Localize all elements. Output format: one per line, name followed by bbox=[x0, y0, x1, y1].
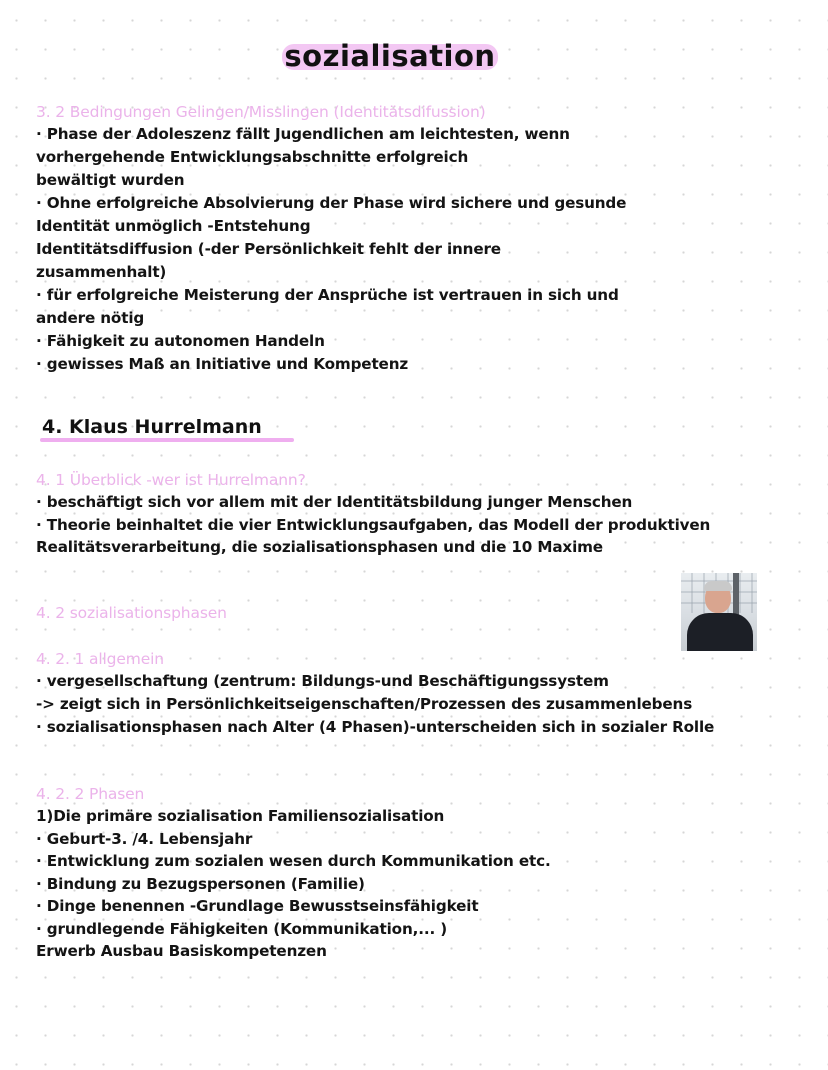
text-line: · sozialisationsphasen nach Alter (4 Phasen)-unterscheiden sich in sozialer Rolle bbox=[36, 718, 715, 736]
heading-underline bbox=[40, 438, 294, 442]
text-line: bewältigt wurden bbox=[36, 171, 185, 189]
photo-person-hair bbox=[704, 581, 732, 591]
text-line: · Geburt-3. /4. Lebensjahr bbox=[36, 830, 253, 848]
text-line: · Entwicklung zum sozialen wesen durch Kommunikation etc. bbox=[36, 852, 551, 870]
page-title: sozialisation bbox=[284, 39, 496, 73]
text-line: · vergesellschaftung (zentrum: Bildungs-und Beschäftigungssystem bbox=[36, 672, 609, 690]
text-line: · Ohne erfolgreiche Absolvierung der Phase wird sichere und gesunde bbox=[36, 194, 627, 212]
text-line: · beschäftigt sich vor allem mit der Identitätsbildung junger Menschen bbox=[36, 493, 633, 511]
text-line: · Dinge benennen -Grundlage Bewusstseinsfähigkeit bbox=[36, 897, 479, 915]
text-line: · für erfolgreiche Meisterung der Ansprüche ist vertrauen in sich und bbox=[36, 286, 619, 304]
text-line: vorhergehende Entwicklungsabschnitte erfolgreich bbox=[36, 148, 469, 166]
text-line: · Fähigkeit zu autonomen Handeln bbox=[36, 332, 325, 350]
section-heading-4-2: 4. 2 sozialisationsphasen bbox=[36, 604, 227, 622]
text-line: Identität unmöglich -Entstehung bbox=[36, 217, 311, 235]
section-heading-4-2-2: 4. 2. 2 Phasen bbox=[36, 785, 145, 803]
section-heading-4-2-1: 4. 2. 1 allgemein bbox=[36, 650, 164, 668]
text-line: Realitätsverarbeitung, die sozialisationsphasen und die 10 Maxime bbox=[36, 538, 603, 556]
text-line: 1)Die primäre sozialisation Familiensozialisation bbox=[36, 807, 445, 825]
text-line: -> zeigt sich in Persönlichkeitseigenschaften/Prozessen des zusammenlebens bbox=[36, 695, 693, 713]
text-line: · Bindung zu Bezugspersonen (Familie) bbox=[36, 875, 365, 893]
text-line: · Phase der Adoleszenz fällt Jugendlichen am leichtesten, wenn bbox=[36, 125, 570, 143]
text-line: Erwerb Ausbau Basiskompetenzen bbox=[36, 942, 327, 960]
text-line: andere nötig bbox=[36, 309, 145, 327]
hurrelmann-photo bbox=[681, 573, 757, 651]
page-title-block bbox=[282, 38, 498, 74]
section-heading-4-1: 4. 1 Überblick -wer ist Hurrelmann? bbox=[36, 471, 306, 489]
text-line: · Theorie beinhaltet die vier Entwicklungsaufgaben, das Modell der produktiven bbox=[36, 516, 711, 534]
section-heading-4: 4. Klaus Hurrelmann bbox=[42, 416, 262, 438]
text-line: zusammenhalt) bbox=[36, 263, 167, 281]
text-line: · gewisses Maß an Initiative und Kompetenz bbox=[36, 355, 409, 373]
photo-person-body bbox=[687, 613, 753, 651]
text-line: · grundlegende Fähigkeiten (Kommunikation,... ) bbox=[36, 920, 448, 938]
section-heading-3-2: 3. 2 Bedingungen Gelingen/Misslingen (Identitätsdifussion) bbox=[36, 103, 486, 121]
text-line: Identitätsdiffusion (-der Persönlichkeit fehlt der innere bbox=[36, 240, 501, 258]
